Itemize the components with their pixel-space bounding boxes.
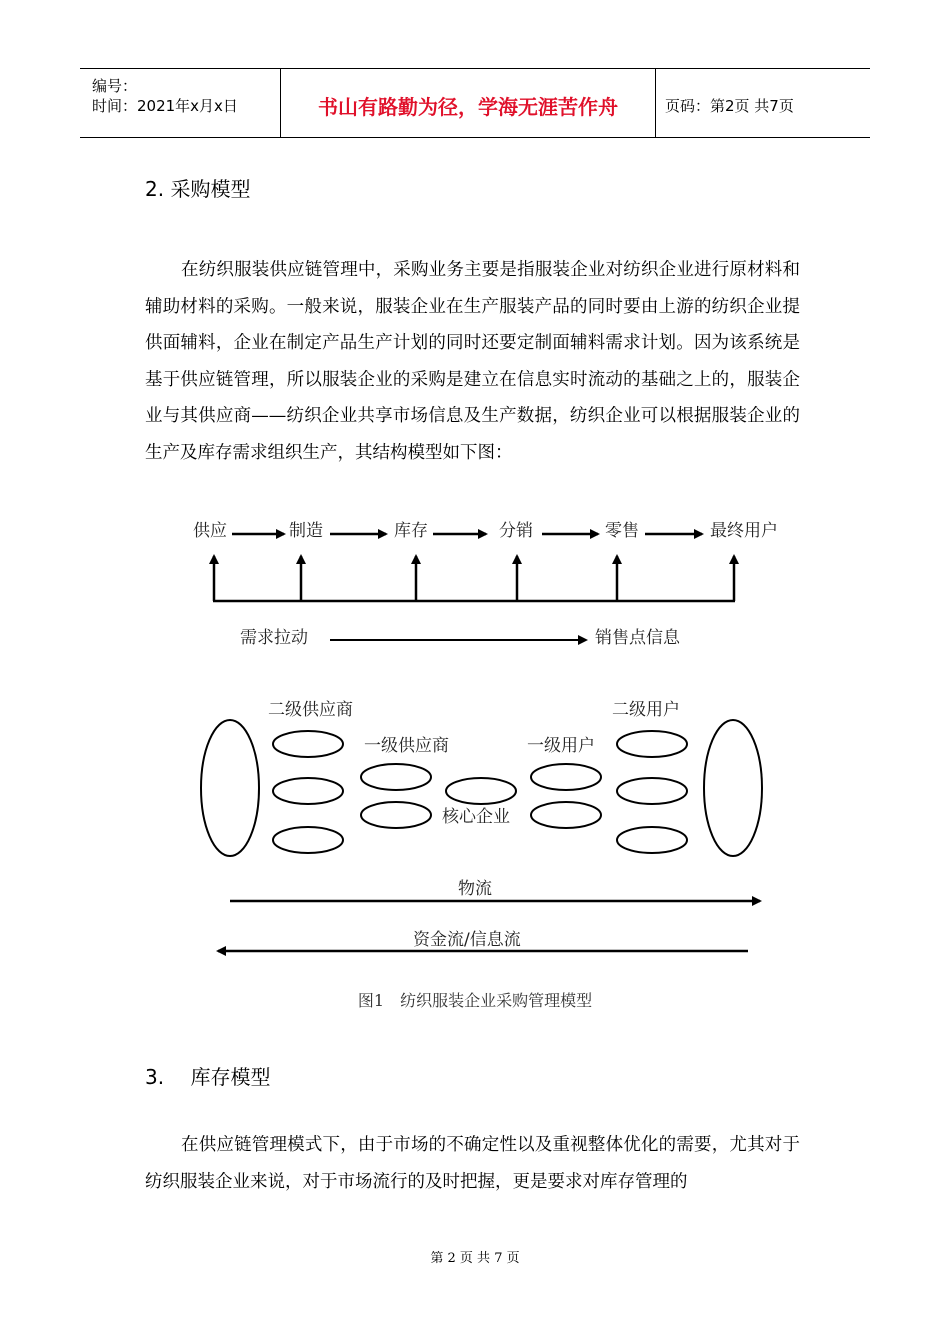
capital-info-flow-label: 资金流/信息流: [413, 930, 521, 950]
chain-node-supply: 供应: [193, 521, 227, 541]
secondary-supplier-node: [273, 827, 343, 853]
primary-user-node: [531, 802, 601, 828]
secondary-user-label: 二级用户: [612, 700, 680, 720]
core-enterprise-label: 核心企业: [442, 807, 510, 827]
primary-supplier-label: 一级供应商: [364, 736, 449, 756]
primary-supplier-node: [361, 764, 431, 790]
document-header: [80, 68, 870, 138]
end-user-ellipse: [704, 720, 762, 856]
procurement-paragraph: 在纺织服装供应链管理中，采购业务主要是指服装企业对纺织企业进行原材料和辅助材料的采购。一般来说，服装企业在生产服装产品的同时要由上游的纺织企业提供面辅料，企业在制定产品生产计划的同时还要定制面辅料需求计划。因为该系统是基于供应链管理，所以服装企业的采购是建立在信息实时流动的基础之上的，服装企业与其供应商——纺织企业共享市场信息及生产数据，纺织企业可以根据服装企业的生产及库存需求组织生产，其结构模型如下图：: [145, 260, 800, 463]
secondary-supplier-node: [273, 778, 343, 804]
document-date: 时间：2021年x月x日: [92, 97, 238, 115]
secondary-user-node: [617, 827, 687, 853]
secondary-user-node: [617, 731, 687, 757]
primary-user-label: 一级用户: [527, 736, 595, 756]
header-meta-cell: [80, 69, 280, 137]
procurement-model-diagram: [0, 500, 950, 980]
header-page-cell: [655, 69, 870, 137]
header-motto: 书山有路勤为径，学海无涯苦作舟: [318, 95, 618, 119]
demand-pull-label: 需求拉动: [240, 628, 308, 648]
chain-node-inventory: 库存: [394, 521, 428, 541]
header-motto-cell: [280, 69, 656, 137]
material-flow-label: 物流: [458, 879, 492, 899]
section-heading-procurement: 2. 采购模型: [145, 177, 251, 201]
supplier-source-ellipse: [201, 720, 259, 856]
page-footer: 第 2 页 共 7 页: [430, 1251, 520, 1266]
chain-node-end-user: 最终用户: [710, 521, 778, 541]
document-number-label: 编号：: [92, 77, 138, 95]
section-heading-inventory: 3. 库存模型: [145, 1065, 271, 1089]
core-enterprise-node: [446, 778, 516, 804]
primary-user-node: [531, 764, 601, 790]
header-page-info: 页码：第2页 共7页: [665, 97, 794, 115]
demand-feedback-arrows: [213, 556, 735, 601]
secondary-supplier-label: 二级供应商: [268, 700, 353, 720]
primary-supplier-node: [361, 802, 431, 828]
chain-node-manufacture: 制造: [289, 521, 323, 541]
chain-node-distribution: 分销: [499, 521, 533, 541]
point-of-sale-label: 销售点信息: [595, 628, 680, 648]
secondary-supplier-node: [273, 731, 343, 757]
secondary-user-node: [617, 778, 687, 804]
chain-node-retail: 零售: [605, 521, 639, 541]
inventory-paragraph: 在供应链管理模式下，由于市场的不确定性以及重视整体优化的需要，尤其对于纺织服装企业来说，对于市场流行的及时把握，更是要求对库存管理的: [145, 1135, 800, 1192]
figure-caption: 图1 纺织服装企业采购管理模型: [357, 991, 593, 1010]
network-ellipses: [201, 720, 762, 856]
